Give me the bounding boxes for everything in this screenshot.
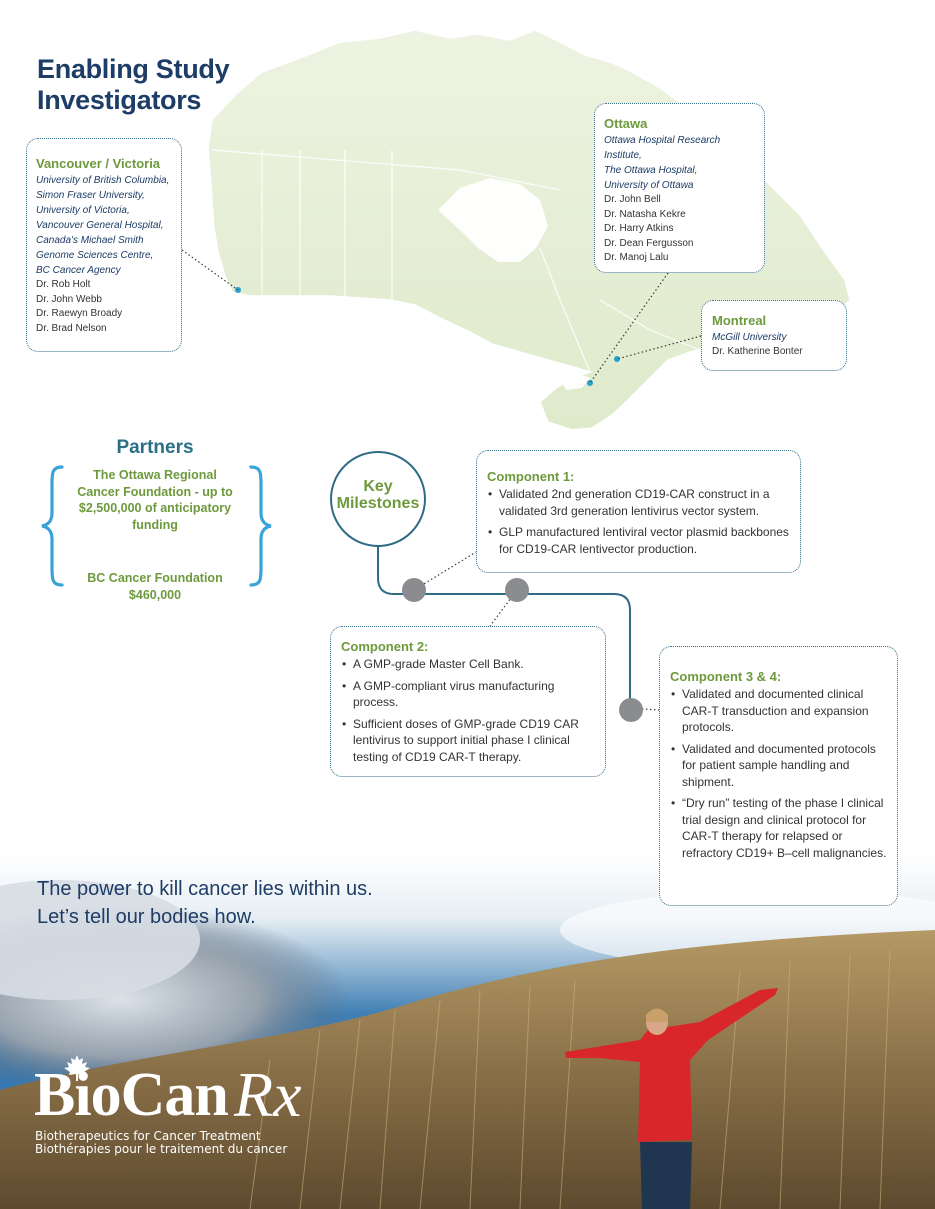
key-milestones-line1: Key — [363, 478, 393, 495]
investigators-vancouver — [26, 138, 182, 352]
tagline — [37, 875, 537, 931]
partner-ottawa-foundation: The Ottawa Regional Cancer Foundation - up to $2,500,000 of anticipatory funding — [77, 468, 233, 532]
institution: Canada's Michael Smith — [36, 235, 144, 246]
logo-rx: Rx — [234, 1059, 302, 1130]
investigator: Dr. Rob Holt — [36, 279, 91, 290]
tagline-line2: Let’s tell our bodies how. — [37, 906, 256, 928]
investigators-ottawa — [594, 103, 765, 273]
logo-word: BioCan — [34, 1061, 228, 1129]
institution: Vancouver General Hospital, — [36, 220, 164, 231]
institution: Simon Fraser University, — [36, 190, 145, 201]
city-name: Ottawa — [604, 116, 648, 131]
component-bullet: • “Dry run” testing of the phase I clinical trial design and clinical protocol for CAR-T therapy for relapsed or refractory CD19+ B–cell malignancies. — [670, 795, 887, 861]
component-title: Component 1: — [487, 469, 575, 484]
investigators-montreal — [701, 300, 847, 371]
investigator: Dr. Katherine Bonter — [712, 346, 803, 357]
component-bullet: • Validated and documented clinical CAR-T transduction and expansion protocols. — [670, 686, 887, 736]
institution: Institute, — [604, 150, 642, 161]
component-title: Component 2: — [341, 639, 429, 654]
logo-subtitle-fr: Biothérapies pour le traitement du cancer — [35, 1142, 288, 1156]
component-bullet: • Validated and documented protocols for patient sample handling and shipment. — [670, 741, 887, 791]
ottawa-marker — [587, 380, 593, 386]
milestone-node-2 — [505, 578, 529, 602]
investigator: Dr. Natasha Kekre — [604, 208, 686, 220]
tagline-line1: The power to kill cancer lies within us. — [37, 878, 373, 900]
investigator: Dr. Dean Fergusson — [604, 237, 694, 249]
component-bullet: • GLP manufactured lentiviral vector plasmid backbones for CD19-CAR lentivector production. — [487, 524, 790, 557]
city-name: Vancouver / Victoria — [36, 156, 161, 171]
component-2-box — [330, 626, 606, 777]
partner-bc-foundation: BC Cancer Foundation $460,000 — [87, 571, 223, 602]
milestone-node-3 — [619, 698, 643, 722]
component-3-4-box — [659, 646, 898, 906]
key-milestones-line2: Milestones — [336, 495, 420, 512]
page-title: Enabling Study Investigators — [37, 54, 230, 115]
institution: BC Cancer Agency — [36, 265, 121, 276]
institution: Ottawa Hospital Research — [604, 135, 721, 146]
biocanrx-logo — [34, 1058, 334, 1168]
investigator: Dr. John Bell — [604, 194, 661, 205]
institution: University of British Columbia, — [36, 175, 170, 186]
component-bullet: • A GMP-compliant virus manufacturing process. — [341, 678, 595, 711]
institution: McGill University — [712, 332, 787, 343]
institution: The Ottawa Hospital, — [604, 165, 698, 176]
institution: Genome Sciences Centre, — [36, 250, 154, 261]
component-title: Component 3 & 4: — [670, 669, 782, 684]
investigator: Dr. John Webb — [36, 293, 102, 305]
component-bullet: • Sufficient doses of GMP-grade CD19 CAR lentivirus to support initial phase I clinical testing of CD19 CAR-T therapy. — [341, 716, 595, 766]
investigator: Dr. Raewyn Broady — [36, 308, 123, 320]
investigator: Dr. Manoj Lalu — [604, 252, 669, 264]
logo-subtitle-en: Biotherapeutics for Cancer Treatment — [35, 1129, 261, 1143]
component-1-box — [476, 450, 801, 573]
partners-title: Partners — [116, 437, 194, 458]
institution: University of Victoria, — [36, 205, 130, 216]
milestone-node-1 — [402, 578, 426, 602]
investigator: Dr. Brad Nelson — [36, 322, 107, 334]
component-bullet: • Validated 2nd generation CD19-CAR construct in a validated 3rd generation lentivirus vector system. — [487, 486, 790, 519]
institution: University of Ottawa — [604, 180, 694, 191]
component-bullet: • A GMP-grade Master Cell Bank. — [341, 656, 595, 673]
investigator: Dr. Harry Atkins — [604, 223, 674, 235]
city-name: Montreal — [712, 313, 767, 328]
key-milestones-label — [320, 478, 436, 512]
